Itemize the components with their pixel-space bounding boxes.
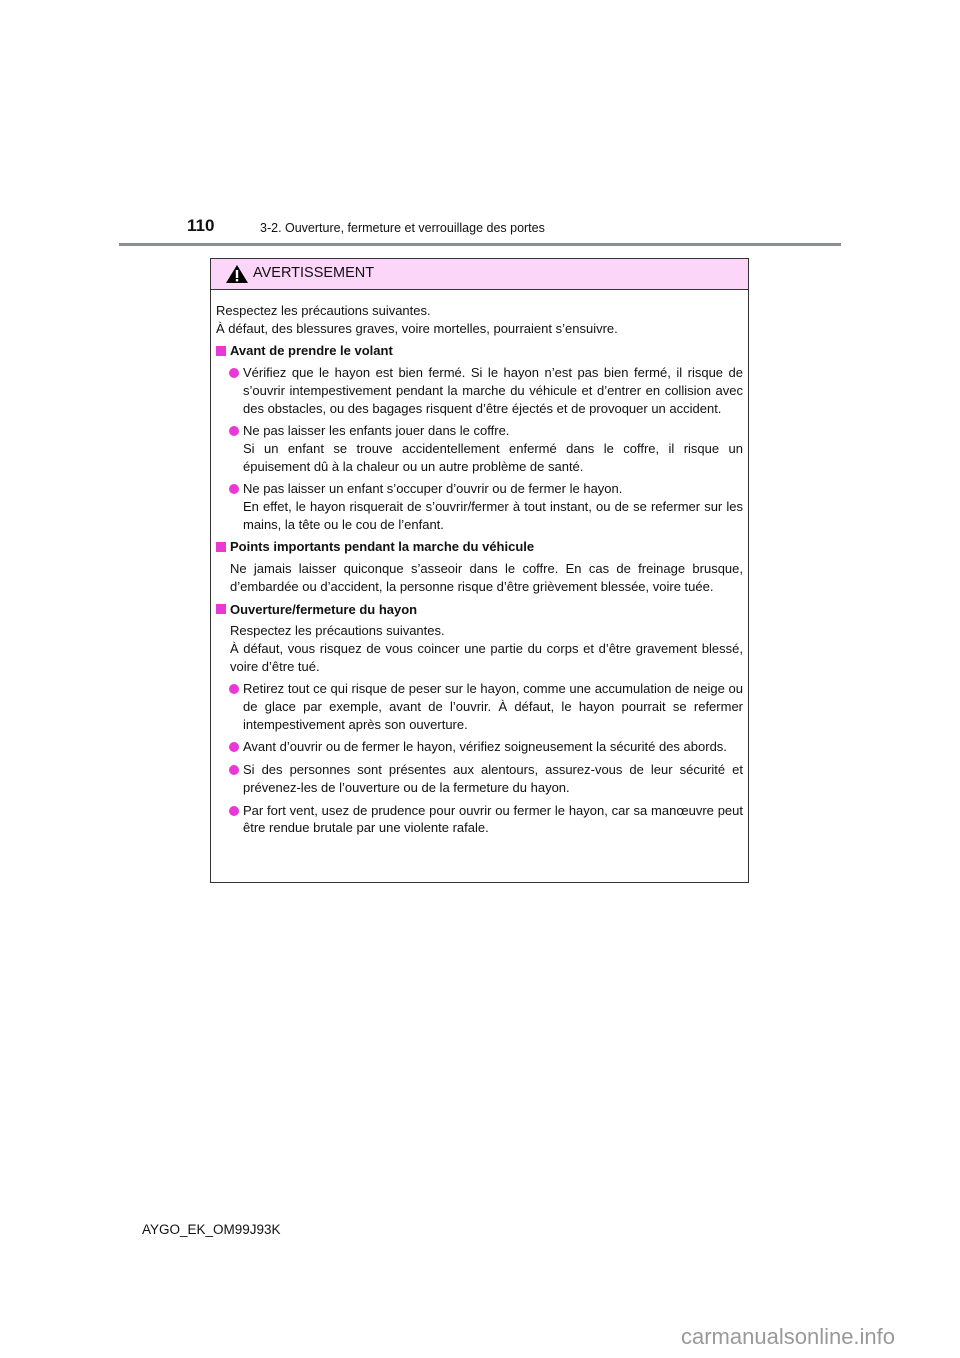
warning-intro [216,302,743,337]
bullet-text: Si des personnes sont présentes aux alentours, assurez-vous de leur sécurité et prévenez-les de l’ouverture ou de la fermeture du hayon. [243,762,743,795]
section-text [216,622,743,675]
bullet-item [216,480,743,533]
bullet-item [216,680,743,733]
bullet-text: Ne pas laisser les enfants jouer dans le coffre. [243,423,510,439]
page-number: 110 [187,216,215,235]
text-line: Respectez les précautions suivantes. [230,623,445,639]
watermark: carmanualsonline.info [681,1324,896,1349]
circle-bullet-icon [229,368,239,378]
bullet-text: En effet, le hayon risquerait de s’ouvrir/fermer à tout instant, ou de se refermer sur les mains, la tête ou le cou de l’enfant. [243,499,743,532]
circle-bullet-icon [229,765,239,775]
bullet-text: Par fort vent, usez de prudence pour ouvrir ou fermer le hayon, car sa manœuvre peut être rendue brutale par une violente rafale. [243,802,743,836]
intro-line: À défaut, des blessures graves, voire mortelles, pourraient s’ensuivre. [216,320,618,336]
heading-text: Avant de prendre le volant [230,343,393,359]
warning-title: AVERTISSEMENT [253,265,375,281]
circle-bullet-icon [229,684,239,694]
bullet-text: Si un enfant se trouve accidentellement enfermé dans le coffre, il risque un épuisement dû à la chaleur ou un autre problème de santé. [243,440,743,474]
bullet-text: Retirez tout ce qui risque de peser sur le hayon, comme une accumulation de neige ou de glace par exemple, avant de l’ouvrir. À défaut, le hayon pourrait se refermer intempestivement après son ouverture. [243,681,743,732]
warning-triangle-icon [225,264,249,284]
bullet-item [216,802,743,837]
circle-bullet-icon [229,426,239,436]
section-title: 3-2. Ouverture, fermeture et verrouillage des portes [260,221,545,235]
warning-header [211,259,748,290]
section-heading [216,601,743,619]
section-heading [216,342,743,360]
header-rule [119,243,841,246]
bullet-text: Vérifiez que le hayon est bien fermé. Si le hayon n’est pas bien fermé, il risque de s’ouvrir intempestivement pendant la marche du véhicule et d’entrer en collision avec des obstacles, ou des bagages risquent d’être éjectés et de provoquer un accident. [243,365,743,416]
square-bullet-icon [216,604,226,614]
square-bullet-icon [216,346,226,356]
warning-box [210,258,749,883]
text-line: À défaut, vous risquez de vous coincer une partie du corps et d’être gravement blessé, voire d’être tué. [230,640,743,674]
bullet-text: Avant d’ouvrir ou de fermer le hayon, vérifiez soigneusement la sécurité des abords. [243,739,727,755]
heading-text: Ouverture/fermeture du hayon [230,601,418,617]
circle-bullet-icon [229,806,239,816]
bullet-text: Ne pas laisser un enfant s’occuper d’ouvrir ou de fermer le hayon. [243,481,623,497]
document-code: AYGO_EK_OM99J93K [142,1222,281,1237]
bullet-item [216,364,743,417]
circle-bullet-icon [229,484,239,494]
circle-bullet-icon [229,742,239,752]
intro-line: Respectez les précautions suivantes. [216,303,431,318]
bullet-item [216,738,743,756]
section-text: Ne jamais laisser quiconque s’asseoir dans le coffre. En cas de freinage brusque, d’embardée ou d’accident, la personne risque d’être grièvement blessée, voire tuée. [230,561,743,594]
square-bullet-icon [216,542,226,552]
bullet-item [216,422,743,475]
bullet-item [216,761,743,796]
section-heading [216,538,743,556]
heading-text: Points importants pendant la marche du véhicule [230,539,535,555]
